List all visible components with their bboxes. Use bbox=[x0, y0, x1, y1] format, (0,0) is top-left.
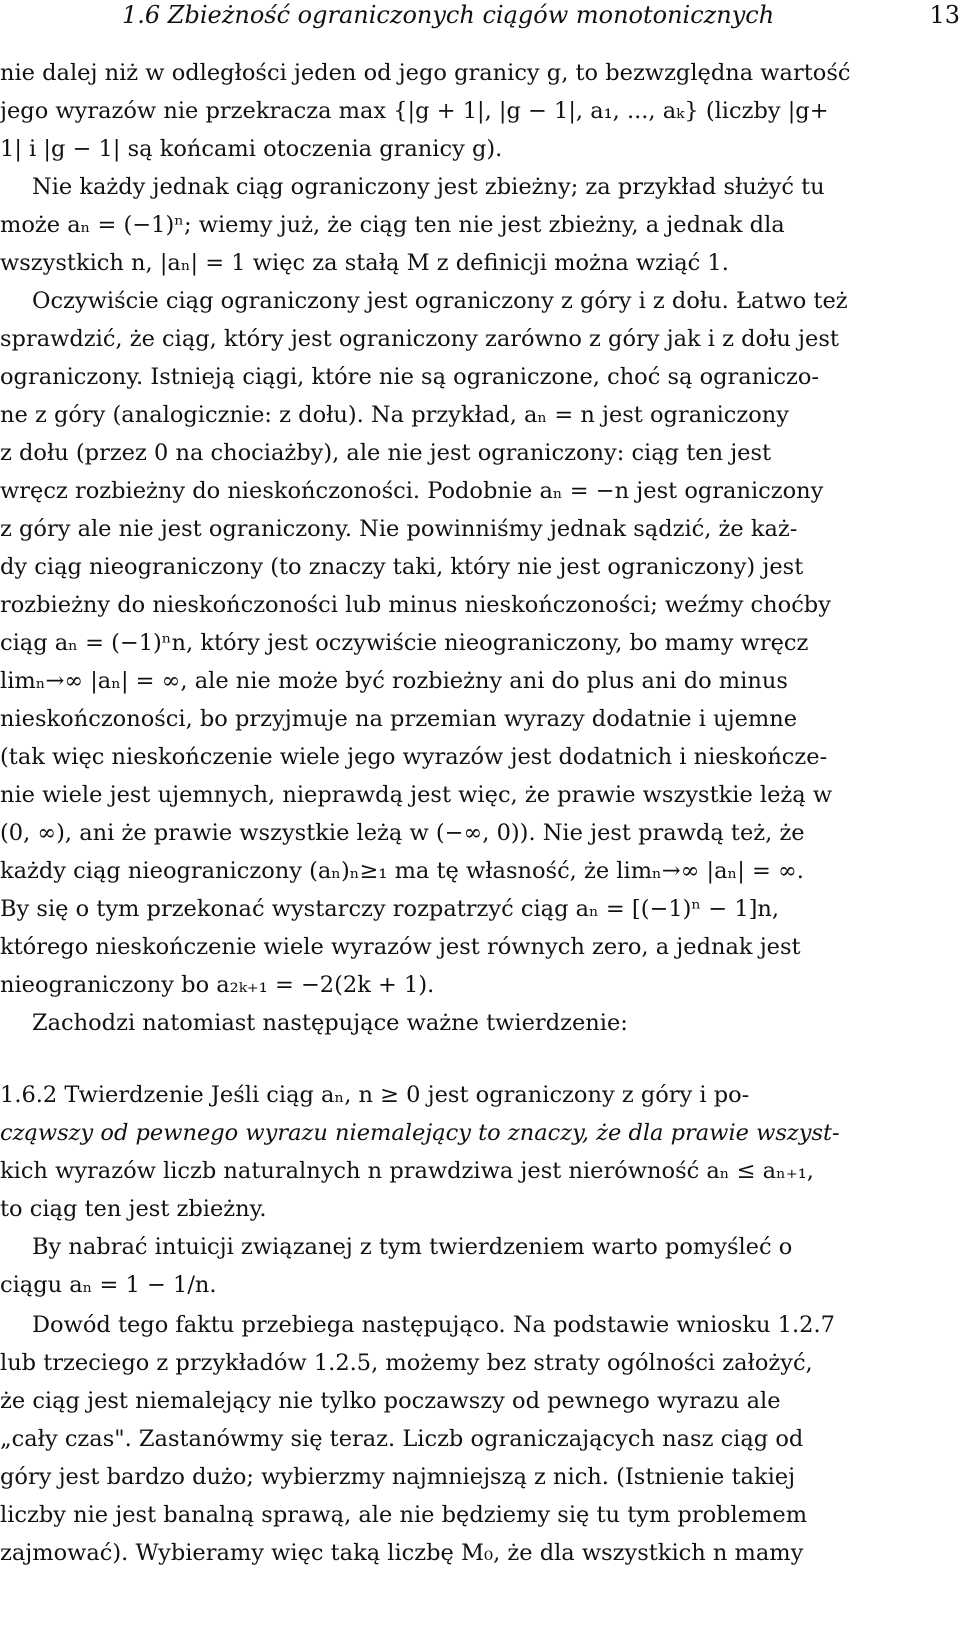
text-line: wręcz rozbieżny do nieskończoności. Podobnie aₙ = −n jest ograniczony bbox=[0, 478, 824, 504]
text-line: lub trzeciego z przykładów 1.2.5, możemy bez straty ogólności założyć, bbox=[0, 1350, 813, 1376]
paragraph-start-line: By nabrać intuicji związanej z tym twierdzeniem warto pomyśleć o bbox=[32, 1234, 793, 1260]
theorem-line: 1.6.2 Twierdzenie Jeśli ciąg aₙ, n ≥ 0 jest ograniczony z góry i po- bbox=[0, 1082, 750, 1108]
text-line: wszystkich n, |aₙ| = 1 więc za stałą M z definicji można wziąć 1. bbox=[0, 250, 729, 276]
text-line: rozbieżny do nieskończoności lub minus nieskończoności; weźmy choćby bbox=[0, 592, 831, 618]
text-line: którego nieskończenie wiele wyrazów jest równych zero, a jednak jest bbox=[0, 934, 801, 960]
text-line: może aₙ = (−1)ⁿ; wiemy już, że ciąg ten nie jest zbieżny, a jednak dla bbox=[0, 212, 785, 238]
theorem-line: kich wyrazów liczb naturalnych n prawdziwa jest nierówność aₙ ≤ aₙ₊₁, bbox=[0, 1158, 814, 1184]
text-line: że ciąg jest niemalejący nie tylko poczawszy od pewnego wyrazu ale bbox=[0, 1388, 781, 1414]
paragraph-start-line: Nie każdy jednak ciąg ograniczony jest zbieżny; za przykład służyć tu bbox=[32, 174, 825, 200]
text-line: ciągu aₙ = 1 − 1/n. bbox=[0, 1272, 217, 1298]
running-header-title: 1.6 Zbieżność ograniczonych ciągów monotonicznych bbox=[122, 1, 775, 29]
paragraph-start-line: Dowód tego faktu przebiega następująco. Na podstawie wniosku 1.2.7 bbox=[32, 1312, 835, 1338]
text-line: góry jest bardzo dużo; wybierzmy najmniejszą z nich. (Istnienie takiej bbox=[0, 1464, 796, 1490]
text-line: każdy ciąg nieograniczony (aₙ)ₙ≥₁ ma tę własność, że limₙ→∞ |aₙ| = ∞. bbox=[0, 858, 804, 884]
text-line: (0, ∞), ani że prawie wszystkie leżą w (−∞, 0)). Nie jest prawdą też, że bbox=[0, 820, 805, 846]
paragraph-start-line: Oczywiście ciąg ograniczony jest ograniczony z góry i z dołu. Łatwo też bbox=[32, 288, 848, 314]
text-line: nieograniczony bo a₂ₖ₊₁ = −2(2k + 1). bbox=[0, 972, 435, 998]
text-line: nieskończoności, bo przyjmuje na przemian wyrazy dodatnie i ujemne bbox=[0, 706, 798, 732]
text-line: By się o tym przekonać wystarczy rozpatrzyć ciąg aₙ = [(−1)ⁿ − 1]n, bbox=[0, 896, 780, 922]
text-line: 1| i |g − 1| są końcami otoczenia granicy g). bbox=[0, 136, 503, 162]
text-line: nie wiele jest ujemnych, nieprawdą jest więc, że prawie wszystkie leżą w bbox=[0, 782, 833, 808]
theorem-line: to ciąg ten jest zbieżny. bbox=[0, 1196, 267, 1222]
text-line: jego wyrazów nie przekracza max {|g + 1|, |g − 1|, a₁, ..., aₖ} (liczby |g+ bbox=[0, 98, 829, 124]
text-line: sprawdzić, że ciąg, który jest ograniczony zarówno z góry jak i z dołu jest bbox=[0, 326, 839, 352]
text-line: (tak więc nieskończenie wiele jego wyrazów jest dodatnich i nieskończe- bbox=[0, 744, 828, 770]
text-line: ciąg aₙ = (−1)ⁿn, który jest oczywiście nieograniczony, bo mamy wręcz bbox=[0, 630, 809, 656]
text-line: nie dalej niż w odległości jeden od jego granicy g, to bezwzględna wartość bbox=[0, 60, 851, 86]
text-line: „cały czas". Zastanówmy się teraz. Liczb ograniczających nasz ciąg od bbox=[0, 1426, 804, 1452]
text-line: ograniczony. Istnieją ciągi, które nie są ograniczone, choć są ograniczo- bbox=[0, 364, 820, 390]
text-line: ne z góry (analogicznie: z dołu). Na przykład, aₙ = n jest ograniczony bbox=[0, 402, 790, 428]
text-line: limₙ→∞ |aₙ| = ∞, ale nie może być rozbieżny ani do plus ani do minus bbox=[0, 668, 788, 694]
theorem-line: cząwszy od pewnego wyrazu niemalejący to znaczy, że dla prawie wszyst- bbox=[0, 1120, 840, 1146]
text-line: dy ciąg nieograniczony (to znaczy taki, który nie jest ograniczony) jest bbox=[0, 554, 804, 580]
page-number: 13 bbox=[929, 1, 960, 29]
text-line: zajmować). Wybieramy więc taką liczbę M₀, że dla wszystkich n mamy bbox=[0, 1540, 804, 1566]
paragraph-start-line: Zachodzi natomiast następujące ważne twierdzenie: bbox=[32, 1010, 628, 1036]
text-line: liczby nie jest banalną sprawą, ale nie będziemy się tu tym problemem bbox=[0, 1502, 808, 1528]
text-line: z góry ale nie jest ograniczony. Nie powinniśmy jednak sądzić, że każ- bbox=[0, 516, 798, 542]
text-line: z dołu (przez 0 na chociażby), ale nie jest ograniczony: ciąg ten jest bbox=[0, 440, 772, 466]
